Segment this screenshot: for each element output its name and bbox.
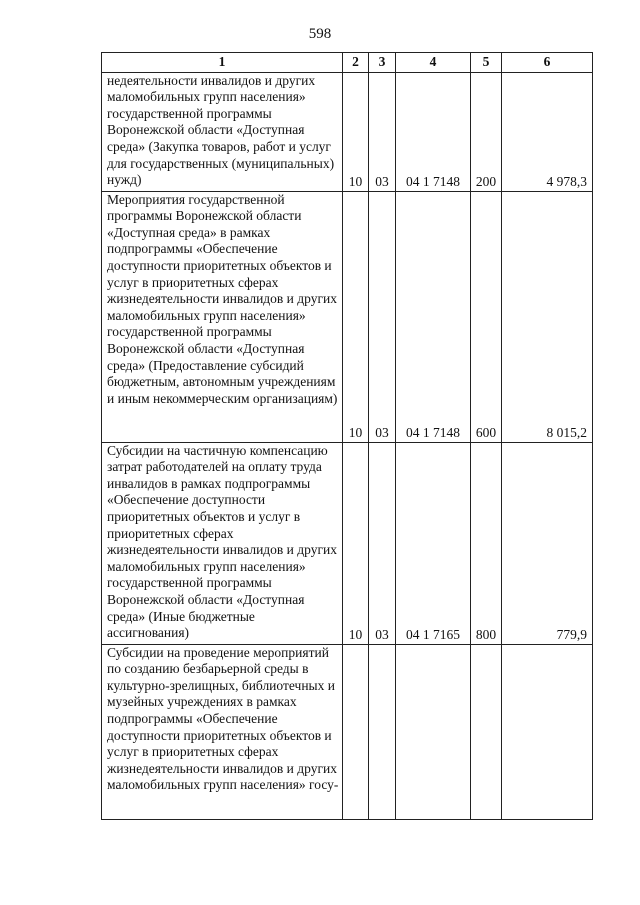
row-target-article: 04 1 7148 <box>396 72 471 191</box>
row-expense-type <box>471 644 502 819</box>
row-description: Мероприятия государственной программы Воронежской области «Доступная среда» в рамках подпрограммы «Обеспечение доступности приоритетных объектов и услуг в приоритетных сферах жизнедеятельности инвалидов и других маломобильных групп населения» государственной программы Воронежской области «Доступная среда» (Предоставление субсидий бюджетным, автономным учреждениям и иным некоммерческим организациям) <box>102 191 343 442</box>
column-header-2: 2 <box>343 53 369 73</box>
column-header-4: 4 <box>396 53 471 73</box>
row-description: Субсидии на проведение мероприятий по созданию безбарьерной среды в культурно-зрелищных, библиотечных и музейных учреждениях в рамках подпрограммы «Обеспечение доступности приоритетных объектов и услуг в приоритетных сферах жизнедеятельности инвалидов и других маломобильных групп населения» госу- <box>102 644 343 819</box>
row-subsection: 03 <box>369 191 396 442</box>
budget-table <box>101 52 593 820</box>
row-expense-type: 800 <box>471 442 502 644</box>
table-row <box>102 72 593 191</box>
row-expense-type: 600 <box>471 191 502 442</box>
column-header-1: 1 <box>102 53 343 73</box>
row-subsection: 03 <box>369 72 396 191</box>
table-row <box>102 644 593 819</box>
row-section: 10 <box>343 191 369 442</box>
row-amount: 4 978,3 <box>502 72 593 191</box>
row-amount: 8 015,2 <box>502 191 593 442</box>
row-subsection <box>369 644 396 819</box>
column-header-6: 6 <box>502 53 593 73</box>
table-header-row <box>102 53 593 73</box>
row-target-article <box>396 644 471 819</box>
page-number: 598 <box>308 26 332 42</box>
table-row <box>102 442 593 644</box>
column-header-3: 3 <box>369 53 396 73</box>
row-amount: 779,9 <box>502 442 593 644</box>
table-row <box>102 191 593 442</box>
row-target-article: 04 1 7148 <box>396 191 471 442</box>
row-section: 10 <box>343 72 369 191</box>
column-header-5: 5 <box>471 53 502 73</box>
row-amount <box>502 644 593 819</box>
row-section <box>343 644 369 819</box>
row-section: 10 <box>343 442 369 644</box>
row-target-article: 04 1 7165 <box>396 442 471 644</box>
row-subsection: 03 <box>369 442 396 644</box>
row-expense-type: 200 <box>471 72 502 191</box>
row-description: недеятельности инвалидов и других маломобильных групп населения» государственной программы Воронежской области «Доступная среда» (Закупка товаров, работ и услуг для государственных (муниципальных) нужд) <box>102 72 343 191</box>
row-description: Субсидии на частичную компенсацию затрат работодателей на оплату труда инвалидов в рамках подпрограммы «Обеспечение доступности приоритетных объектов и услуг в приоритетных сферах жизнедеятельности инвалидов и других маломобильных групп населения» государственной программы Воронежской области «Доступная среда» (Иные бюджетные ассигнования) <box>102 442 343 644</box>
